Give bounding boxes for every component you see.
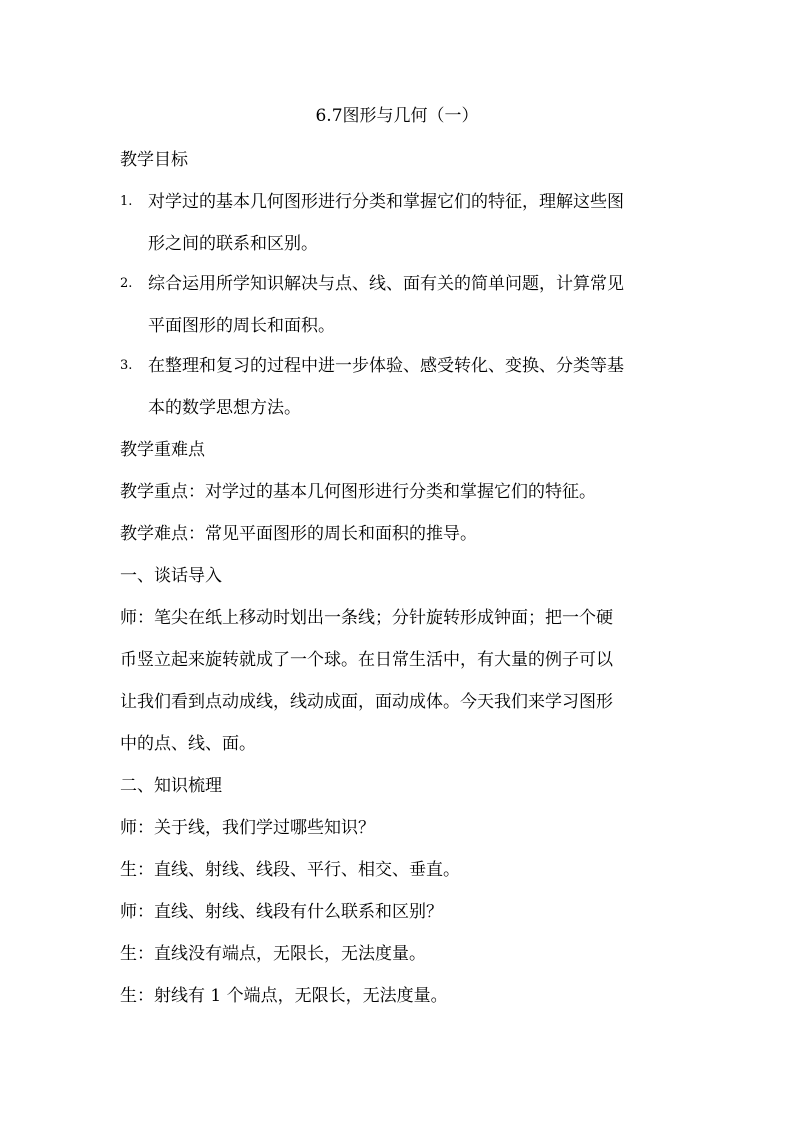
dialogue-line-4: 生：直线没有端点，无限长，无法度量。 [120, 944, 426, 964]
heading-key-difficult: 教学重难点 [120, 440, 205, 460]
section-1-line-3: 让我们看到点动成线，线动成面，面动成体。今天我们来学习图形 [120, 692, 613, 712]
key-point: 教学重点：对学过的基本几何图形进行分类和掌握它们的特征。 [120, 482, 596, 502]
section-1-heading: 一、谈话导入 [120, 566, 222, 586]
goal-1-line-1: 对学过的基本几何图形进行分类和掌握它们的特征，理解这些图 [148, 192, 624, 212]
dialogue-line-3: 师：直线、射线、线段有什么联系和区别？ [120, 902, 443, 922]
goal-number-2: 2. [120, 276, 133, 291]
dialogue-line-1: 师：关于线，我们学过哪些知识？ [120, 818, 375, 838]
goal-3-line-2: 本的数学思想方法。 [148, 398, 301, 418]
section-1-line-1: 师：笔尖在纸上移动时划出一条线；分针旋转形成钟面；把一个硬 [120, 608, 613, 628]
dialogue-line-2: 生：直线、射线、线段、平行、相交、垂直。 [120, 860, 460, 880]
difficult-point: 教学难点：常见平面图形的周长和面积的推导。 [120, 524, 477, 544]
goal-2-line-2: 平面图形的周长和面积。 [148, 316, 335, 336]
section-1-line-2: 币竖立起来旋转就成了一个球。在日常生活中，有大量的例子可以 [120, 650, 613, 670]
heading-teaching-goals: 教学目标 [120, 150, 188, 170]
goal-3-line-1: 在整理和复习的过程中进一步体验、感受转化、变换、分类等基 [148, 356, 624, 376]
section-2-heading: 二、知识梳理 [120, 776, 222, 796]
section-1-line-4: 中的点、线、面。 [120, 734, 256, 754]
goal-1-line-2: 形之间的联系和区别。 [148, 234, 318, 254]
dialogue-line-5: 生：射线有 1 个端点，无限长，无法度量。 [120, 986, 448, 1006]
goal-number-1: 1. [120, 194, 133, 209]
document-title: 6.7图形与几何（一） [315, 106, 479, 126]
goal-2-line-1: 综合运用所学知识解决与点、线、面有关的简单问题，计算常见 [148, 274, 624, 294]
goal-number-3: 3. [120, 358, 133, 373]
